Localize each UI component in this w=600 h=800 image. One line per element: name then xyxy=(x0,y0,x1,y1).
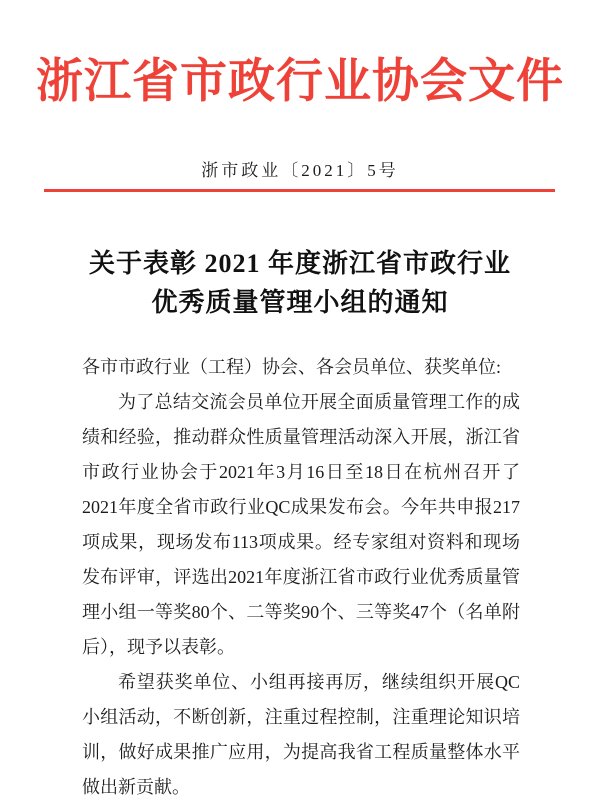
body-paragraph: 希望获奖单位、小组再接再厉，继续组织开展QC小组活动，不断创新，注重过程控制，注重理论知识培训，做好成果推广应用，为提高我省工程质量整体水平做出新贡献。 xyxy=(82,672,520,797)
org-header-title: 浙江省市政行业协会文件 xyxy=(36,56,564,108)
document-number: 浙市政业〔2021〕5号 xyxy=(201,161,399,180)
document-title xyxy=(0,244,600,322)
red-divider-line xyxy=(44,189,555,192)
document-title-line1: 关于表彰 2021 年度浙江省市政行业 xyxy=(88,249,511,278)
document-title-line2: 优秀质量管理小组的通知 xyxy=(151,288,449,317)
salutation-line: 各市市政行业（工程）协会、各会员单位、获奖单位: xyxy=(82,357,501,377)
body-paragraph: 为了总结交流会员单位开展全面质量管理工作的成绩和经验，推动群众性质量管理活动深入开展，浙江省市政行业协会于2021年3月16日至18日在杭州召开了2021年度全省市政行业QC成果发布会。今年共申报217项成果，现场发布113项成果。经专家组对资料和现场发布评审，评选出2021年度浙江省市政行业优秀质量管理小组一等奖80个、二等奖90个、三等奖47个（名单附后），现予以表彰。 xyxy=(82,392,520,657)
document-body xyxy=(82,350,520,800)
